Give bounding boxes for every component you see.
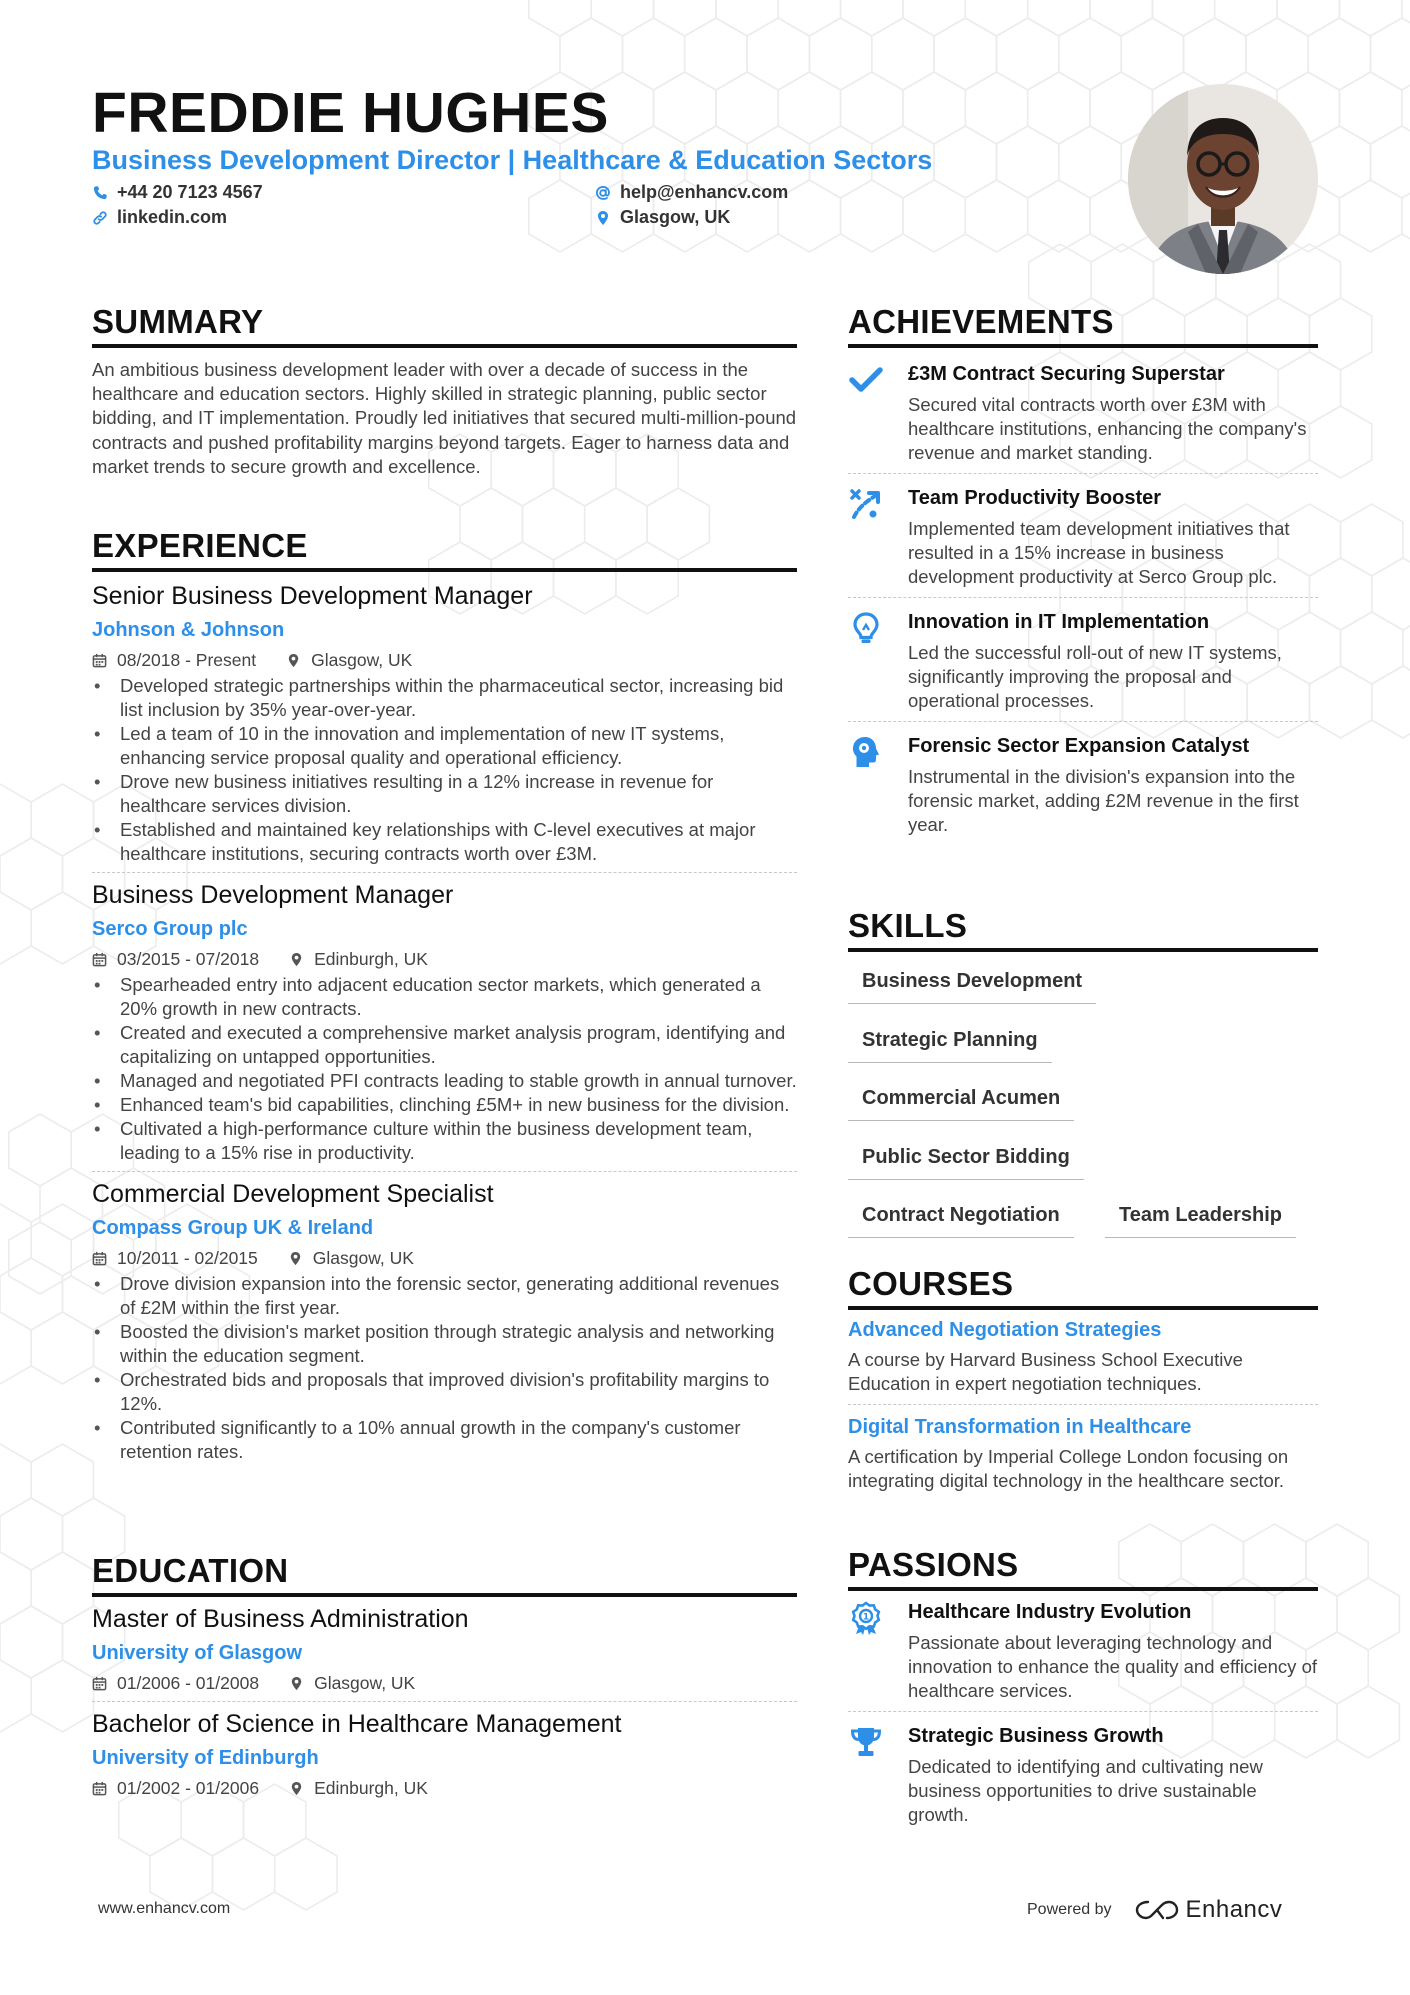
job-dates: 03/2015 - 07/2018 — [117, 949, 260, 969]
job-dates: 08/2018 - Present — [117, 650, 257, 670]
link-icon — [92, 210, 108, 226]
job-company[interactable]: Serco Group plc — [92, 918, 248, 940]
job-bullets — [92, 1272, 797, 1464]
location-pin-icon — [595, 210, 611, 226]
achievement-description: Led the successful roll-out of new IT systems, significantly improving the proposal and operational processes. — [908, 642, 1282, 711]
skill-tag: Business Development — [848, 970, 1096, 1004]
achievement-item — [848, 598, 1318, 722]
education-location: Glasgow, UK — [314, 1673, 416, 1693]
education-location: Edinburgh, UK — [314, 1778, 428, 1798]
achievement-description: Implemented team development initiatives that resulted in a 15% increase in business development productivity at Serco Group plc. — [908, 518, 1290, 587]
job-title: Business Development Manager — [92, 881, 454, 909]
svg-text:1: 1 — [862, 1612, 870, 1623]
achievement-description: Secured vital contracts worth over £3M with healthcare institutions, enhancing the company's revenue and market standing. — [908, 394, 1307, 463]
strategy-icon — [848, 486, 884, 522]
passion-item — [848, 1712, 1318, 1827]
education-list — [92, 1603, 797, 1800]
award-icon — [848, 1600, 884, 1636]
trophy-icon — [848, 1724, 884, 1760]
at-sign-icon — [595, 185, 611, 201]
education-meta — [92, 1671, 797, 1695]
job-meta — [92, 1246, 797, 1270]
education-rule — [92, 1593, 797, 1597]
contact-email[interactable] — [595, 182, 788, 203]
courses-heading: COURSES — [848, 1265, 1014, 1302]
school-name[interactable]: University of Glasgow — [92, 1642, 303, 1664]
education-dates: 01/2006 - 01/2008 — [117, 1673, 260, 1693]
skill-tag: Strategic Planning — [848, 1029, 1052, 1063]
bullet-item: • Spearheaded entry into adjacent education sector markets, which generated a 20% growth in new contracts. — [92, 973, 797, 1021]
calendar-icon — [92, 952, 107, 967]
bullet-item: • Cultivated a high-performance culture within the business development team, leading to a 15% rise in productivity. — [92, 1117, 797, 1165]
course-title[interactable]: Digital Transformation in Healthcare — [848, 1416, 1192, 1438]
location-text: Glasgow, UK — [620, 207, 731, 227]
footer-website[interactable]: www.enhancv.com — [98, 1900, 231, 1917]
courses-rule — [848, 1306, 1318, 1310]
achievement-item — [848, 722, 1318, 837]
powered-by-label: Powered by — [1027, 1901, 1112, 1918]
education-entry — [92, 1702, 797, 1800]
calendar-icon — [92, 1781, 107, 1796]
bullet-item: • Created and executed a comprehensive market analysis program, identifying and capitalizing on untapped opportunities. — [92, 1021, 797, 1069]
job-meta — [92, 648, 797, 672]
achievement-title: £3M Contract Securing Superstar — [908, 363, 1225, 385]
skill-tag: Team Leadership — [1105, 1204, 1296, 1238]
calendar-icon — [92, 1676, 107, 1691]
education-heading: EDUCATION — [92, 1552, 289, 1589]
location-pin-icon — [289, 1676, 304, 1691]
headline: Business Development Director | Healthcare & Education Sectors — [92, 145, 933, 175]
passion-item — [848, 1598, 1318, 1712]
achievements-heading: ACHIEVEMENTS — [848, 303, 1114, 340]
school-name[interactable]: University of Edinburgh — [92, 1747, 319, 1769]
contact-linkedin[interactable] — [92, 207, 227, 228]
courses-list — [848, 1316, 1318, 1493]
education-dates: 01/2002 - 01/2006 — [117, 1778, 260, 1798]
skills-heading: SKILLS — [848, 907, 968, 944]
bullet-item: • Developed strategic partnerships within the pharmaceutical sector, increasing bid list inclusion by 35% year-over-year. — [92, 674, 797, 722]
education-meta — [92, 1776, 797, 1800]
calendar-icon — [92, 653, 107, 668]
passions-rule — [848, 1587, 1318, 1591]
phone-icon — [92, 185, 108, 201]
summary-heading: SUMMARY — [92, 303, 264, 340]
candidate-name: FREDDIE HUGHES — [92, 81, 609, 145]
bullet-item: • Led a team of 10 in the innovation and implementation of new IT systems, enhancing service proposal quality and operational efficiency. — [92, 722, 797, 770]
checkmark-icon — [848, 362, 884, 398]
passions-list — [848, 1598, 1318, 1827]
passion-description: Dedicated to identifying and cultivating new business opportunities to drive sustainable growth. — [908, 1756, 1263, 1825]
experience-list — [92, 580, 797, 1464]
job-entry — [92, 1172, 797, 1464]
course-description: A certification by Imperial College London focusing on integrating digital technology in the healthcare sector. — [848, 1446, 1289, 1491]
job-bullets — [92, 674, 797, 866]
education-entry — [92, 1603, 797, 1702]
job-company[interactable]: Compass Group UK & Ireland — [92, 1217, 374, 1239]
bullet-item: • Drove new business initiatives resulting in a 12% increase in revenue for healthcare services division. — [92, 770, 797, 818]
job-bullets — [92, 973, 797, 1165]
degree-title: Master of Business Administration — [92, 1605, 469, 1633]
job-entry — [92, 873, 797, 1172]
bullet-item: • Contributed significantly to a 10% annual growth in the company's customer retention rates. — [92, 1416, 797, 1464]
location-pin-icon — [289, 1781, 304, 1796]
bullet-item: • Boosted the division's market position through strategic analysis and networking within the education segment. — [92, 1320, 797, 1368]
email-text: help@enhancv.com — [620, 182, 789, 202]
bullet-item: • Enhanced team's bid capabilities, clinching £5M+ in new business for the division. — [92, 1093, 797, 1117]
achievement-description: Instrumental in the division's expansion into the forensic market, adding £2M revenue in the first year. — [908, 766, 1299, 835]
job-location: Glasgow, UK — [312, 1248, 414, 1268]
head-icon — [848, 734, 884, 770]
contact-phone[interactable] — [92, 182, 263, 203]
achievement-item — [848, 474, 1318, 598]
achievement-item — [848, 360, 1318, 474]
achievements-list — [848, 360, 1318, 837]
bullet-item: • Drove division expansion into the forensic sector, generating additional revenues of £2M within the first year. — [92, 1272, 797, 1320]
skill-tag: Contract Negotiation — [848, 1204, 1074, 1238]
contact-location — [595, 207, 730, 228]
skill-tag: Public Sector Bidding — [848, 1146, 1084, 1180]
location-pin-icon — [289, 952, 304, 967]
footer-branding[interactable] — [1027, 1896, 1282, 1924]
location-pin-icon — [286, 653, 301, 668]
course-item — [848, 1316, 1318, 1405]
experience-rule — [92, 568, 797, 572]
passions-heading: PASSIONS — [848, 1546, 1019, 1583]
brand-name: Enhancv — [1185, 1896, 1283, 1923]
job-title: Commercial Development Specialist — [92, 1180, 494, 1208]
course-title[interactable]: Advanced Negotiation Strategies — [848, 1319, 1162, 1341]
passion-title: Strategic Business Growth — [908, 1725, 1164, 1747]
lightbulb-icon — [848, 610, 884, 646]
degree-title: Bachelor of Science in Healthcare Management — [92, 1710, 622, 1738]
skills-rule — [848, 948, 1318, 952]
enhancv-logo-icon — [1134, 1898, 1180, 1922]
job-location: Glasgow, UK — [311, 650, 413, 670]
achievement-title: Innovation in IT Implementation — [908, 611, 1210, 633]
achievements-rule — [848, 344, 1318, 348]
job-entry — [92, 580, 797, 873]
course-description: A course by Harvard Business School Executive Education in expert negotiation techniques. — [848, 1349, 1243, 1394]
phone-text: +44 20 7123 4567 — [117, 182, 263, 202]
job-title: Senior Business Development Manager — [92, 582, 533, 610]
enhancv-logo — [1134, 1896, 1283, 1924]
calendar-icon — [92, 1251, 107, 1266]
job-dates: 10/2011 - 02/2015 — [117, 1248, 258, 1268]
experience-heading: EXPERIENCE — [92, 527, 308, 564]
job-location: Edinburgh, UK — [314, 949, 428, 969]
job-meta — [92, 947, 797, 971]
bullet-item: • Orchestrated bids and proposals that improved division's profitability margins to 12%. — [92, 1368, 797, 1416]
passion-title: Healthcare Industry Evolution — [908, 1601, 1192, 1623]
summary-rule — [92, 344, 797, 348]
location-pin-icon — [288, 1251, 303, 1266]
skill-tag: Commercial Acumen — [848, 1087, 1074, 1121]
passion-description: Passionate about leveraging technology and innovation to enhance the quality and efficiency of healthcare services. — [908, 1632, 1318, 1701]
achievement-title: Team Productivity Booster — [908, 487, 1162, 509]
achievement-title: Forensic Sector Expansion Catalyst — [908, 735, 1250, 757]
summary-text: An ambitious business development leader with over a decade of success in the healthcare and education sectors. Highly skilled in strategic planning, public sector bidding, and IT implementation. Proudly led initiatives that secured multi-million-pound contracts and pushed profitability margins beyond targets. Eager to harness data and market trends to secure growth and excellence. — [92, 359, 797, 477]
linkedin-text: linkedin.com — [117, 207, 228, 227]
profile-photo — [1128, 84, 1318, 274]
bullet-item: • Established and maintained key relationships with C-level executives at major healthcare institutions, securing contracts worth over £3M. — [92, 818, 797, 866]
course-item — [848, 1405, 1318, 1493]
job-company[interactable]: Johnson & Johnson — [92, 619, 285, 641]
bullet-item: • Managed and negotiated PFI contracts leading to stable growth in annual turnover. — [92, 1069, 797, 1093]
